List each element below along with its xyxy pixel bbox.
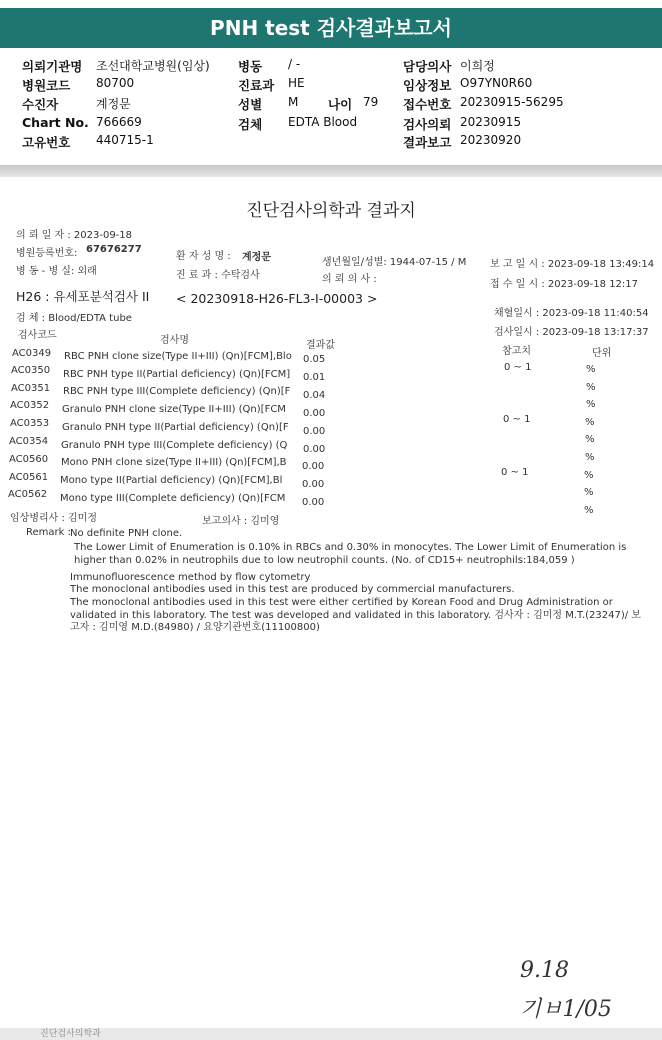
row-test-name: Granulo PNH clone size(Type II+III) (Qn)[FCM bbox=[62, 404, 286, 415]
clinical-pathologist: 임상병리사 : 김미정 bbox=[10, 513, 98, 524]
row-code: AC0352 bbox=[10, 400, 50, 411]
remark-line: The monoclonal antibodies used in this test were either certified by Korean Food and Drug Administration or validated in this laboratory. The test was developed and validated in this laboratory. 검사자 : 김미정 M.T.(23247)/ 보고자 : 김미영 M.D.(84980) / 요양기관번호(11100800) bbox=[70, 597, 641, 633]
col-header-code: 검사코드 bbox=[18, 330, 57, 341]
unit-cell: % bbox=[586, 382, 596, 393]
handwritten-signature: 기ㅂ1/05 bbox=[520, 997, 612, 1022]
exam-time: 검사일시 : 2023-09-18 13:17:37 bbox=[494, 327, 649, 338]
dept-label: 진료과 bbox=[238, 78, 275, 93]
clinical-info-value: O97YN0R60 bbox=[460, 76, 533, 90]
footer-text: 진단검사의학과 bbox=[40, 1029, 101, 1039]
document-title: 진단검사의학과 결과지 bbox=[246, 201, 416, 221]
unit-cell: % bbox=[585, 434, 595, 445]
col-header-name: 검사명 bbox=[160, 335, 189, 346]
hospital-code-label: 병원코드 bbox=[22, 78, 71, 93]
ward-room: 병 동 - 병 실: 외래 bbox=[16, 266, 97, 277]
test-name: H26 : 유세포분석검사 II bbox=[16, 289, 150, 304]
sex-value: M bbox=[288, 95, 299, 109]
unit-cell: % bbox=[586, 399, 596, 410]
age-value: 79 bbox=[363, 95, 379, 109]
col-header-result: 결과값 bbox=[306, 340, 335, 351]
remark-line: Immunofluorescence method by flow cytometry bbox=[70, 572, 311, 583]
row-test-name: Granulo PNH type III(Complete deficiency) (Q bbox=[61, 440, 288, 451]
row-result: 0.00 bbox=[302, 497, 325, 508]
col-header-ref: 참고치 bbox=[502, 346, 531, 357]
row-result: 0.00 bbox=[303, 408, 326, 419]
unique-id-label: 고유번호 bbox=[22, 135, 71, 150]
report-date-label: 결과보고 bbox=[403, 135, 452, 150]
section-divider bbox=[0, 165, 662, 177]
row-test-name: RBC PNH clone size(Type II+III) (Qn)[FCM],Blo bbox=[64, 351, 292, 362]
hospital-value: 조선대학교병원(임상) bbox=[96, 59, 210, 73]
unit-cell: % bbox=[585, 417, 595, 428]
doctor-label: 담당의사 bbox=[403, 59, 452, 74]
dept-value: HE bbox=[288, 76, 305, 90]
reporting-physician: 보고의사 : 김미영 bbox=[202, 516, 280, 527]
row-code: AC0350 bbox=[11, 365, 51, 376]
row-code: AC0353 bbox=[10, 418, 50, 429]
registration-value: 67676277 bbox=[86, 244, 142, 255]
patient-name-label: 환 자 성 명 : bbox=[176, 251, 231, 262]
row-result: 0.00 bbox=[302, 461, 325, 472]
report-date-value: 20230920 bbox=[460, 133, 522, 147]
unique-id-value: 440715-1 bbox=[96, 133, 154, 147]
hospital-code-value: 80700 bbox=[96, 76, 135, 90]
receipt-time: 접 수 일 시 : 2023-09-18 12:17 bbox=[490, 279, 639, 290]
receipt-no-value: 20230915-56295 bbox=[460, 95, 564, 109]
patient-value: 계정문 bbox=[96, 97, 131, 111]
report-title: PNH test 검사결과보고서 bbox=[0, 8, 662, 48]
reference-range: 0 ~ 1 bbox=[503, 414, 531, 425]
row-result: 0.01 bbox=[303, 372, 326, 383]
reference-range: 0 ~ 1 bbox=[501, 467, 529, 478]
referring-doctor: 의 뢰 의 사 : bbox=[322, 274, 377, 285]
doctor-value: 이희정 bbox=[460, 59, 495, 73]
patient-label: 수진자 bbox=[22, 97, 59, 112]
col-header-unit: 단위 bbox=[592, 348, 612, 359]
row-result: 0.00 bbox=[303, 444, 326, 455]
remark-line: The Lower Limit of Enumeration is 0.10% in RBCs and 0.30% in monocytes. The Lower Limit of Enumeration is higher than 0.02% in neutrophils due to low neutrophil counts. (No. of CD15+ neutrophils:184,059 ) bbox=[74, 542, 627, 566]
row-test-name: Mono PNH clone size(Type II+III) (Qn)[FCM],B bbox=[61, 457, 287, 468]
chart-no-label: Chart No. bbox=[22, 115, 89, 130]
row-test-name: RBC PNH type III(Complete deficiency) (Qn)[F bbox=[63, 386, 291, 397]
request-date-value: 20230915 bbox=[460, 115, 522, 129]
report-time: 보 고 일 시 : 2023-09-18 13:49:14 bbox=[490, 259, 655, 270]
age-label: 나이 bbox=[328, 97, 353, 112]
row-code: AC0354 bbox=[9, 436, 49, 447]
sex-label: 성별 bbox=[238, 97, 263, 112]
row-test-name: Mono type III(Complete deficiency) (Qn)[FCM bbox=[60, 493, 286, 504]
birthdate-sex: 생년월일/성별: 1944-07-15 / M bbox=[322, 257, 467, 268]
patient-name-value: 계정문 bbox=[242, 252, 271, 263]
unit-cell: % bbox=[584, 487, 594, 498]
unit-cell: % bbox=[586, 364, 596, 375]
department: 진 료 과 : 수탁검사 bbox=[176, 270, 260, 281]
ward-value: / - bbox=[288, 57, 301, 71]
row-code: AC0351 bbox=[11, 383, 51, 394]
test-barcode: < 20230918-H26-FL3-I-00003 > bbox=[176, 291, 378, 306]
row-result: 0.00 bbox=[302, 479, 325, 490]
unit-cell: % bbox=[584, 505, 594, 516]
row-test-name: Mono type II(Partial deficiency) (Qn)[FCM],Bl bbox=[60, 475, 283, 486]
specimen-label: 검체 bbox=[238, 117, 263, 132]
remark-line: The monoclonal antibodies used in this test are produced by commercial manufacturers. bbox=[70, 584, 515, 595]
row-test-name: RBC PNH type II(Partial deficiency) (Qn)[FCM] bbox=[63, 369, 291, 380]
unit-cell: % bbox=[584, 470, 594, 481]
chart-no-value: 766669 bbox=[96, 115, 142, 129]
remark-label: Remark : bbox=[26, 527, 71, 538]
hospital-label: 의뢰기관명 bbox=[22, 59, 83, 74]
reference-range: 0 ~ 1 bbox=[504, 362, 532, 373]
registration-label: 병원등록번호: bbox=[16, 248, 78, 259]
row-result: 0.00 bbox=[303, 426, 326, 437]
row-test-name: Granulo PNH type II(Partial deficiency) (Qn)[F bbox=[62, 422, 289, 433]
row-code: AC0560 bbox=[9, 454, 49, 465]
handwritten-date: 9.18 bbox=[520, 958, 569, 983]
row-code: AC0349 bbox=[12, 348, 52, 359]
clinical-info-label: 임상정보 bbox=[403, 78, 452, 93]
row-result: 0.04 bbox=[303, 390, 326, 401]
unit-cell: % bbox=[585, 452, 595, 463]
remark-line: No definite PNH clone. bbox=[70, 528, 183, 539]
specimen-type: 검 체 : Blood/EDTA tube bbox=[16, 313, 132, 324]
receipt-no-label: 접수번호 bbox=[403, 97, 452, 112]
request-date: 의 뢰 일 자 : 2023-09-18 bbox=[16, 230, 133, 241]
specimen-value: EDTA Blood bbox=[288, 115, 358, 129]
request-date-label: 검사의뢰 bbox=[403, 117, 452, 132]
row-code: AC0562 bbox=[8, 489, 48, 500]
collection-time: 채혈일시 : 2023-09-18 11:40:54 bbox=[494, 308, 649, 319]
row-code: AC0561 bbox=[9, 472, 49, 483]
row-result: 0.05 bbox=[303, 354, 326, 365]
ward-label: 병동 bbox=[238, 59, 263, 74]
